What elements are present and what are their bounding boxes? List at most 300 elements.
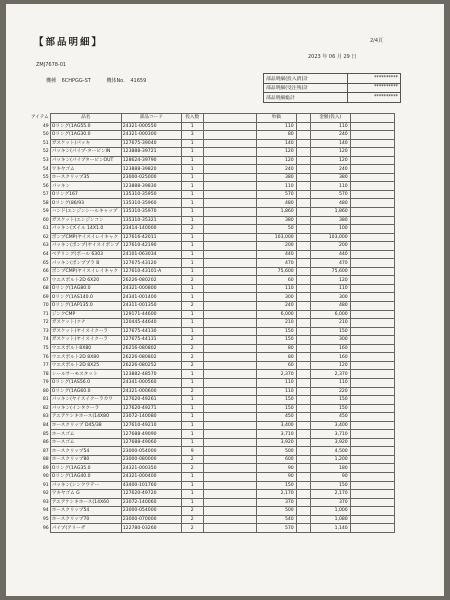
row-item-number: 89 — [42, 465, 49, 471]
row-gap-cell — [296, 225, 310, 234]
column-header-qty: 投入数 — [181, 114, 203, 123]
row-quantity: 2 — [181, 302, 203, 311]
table-row — [30, 250, 394, 259]
row-part-code: 24341-000560 — [121, 378, 181, 387]
row-part-code: 123882-48570 — [121, 370, 181, 379]
row-amount: 120 — [310, 361, 350, 370]
row-blank-right-cell — [350, 156, 394, 165]
row-unit-price: 480 — [256, 199, 296, 208]
row-gap-cell — [296, 131, 310, 140]
row-blank-right-cell — [350, 438, 394, 447]
row-blank-right-cell — [350, 190, 394, 199]
row-quantity: 1 — [181, 208, 203, 217]
row-gap-cell — [296, 208, 310, 217]
row-quantity: 1 — [181, 242, 203, 251]
row-unit-price: 90 — [256, 464, 296, 473]
row-gap-cell — [296, 148, 310, 157]
row-quantity: 1 — [181, 182, 203, 191]
row-blank-right-cell — [350, 327, 394, 336]
row-blank-cell — [203, 233, 256, 242]
row-blank-right-cell — [350, 455, 394, 464]
row-part-name: ワキヤゴム G — [50, 490, 121, 499]
row-quantity: 2 — [181, 344, 203, 353]
row-amount: 3,710 — [310, 430, 350, 439]
table-row — [30, 353, 394, 362]
row-item-number: 77 — [42, 363, 49, 369]
row-quantity: 3 — [181, 131, 203, 140]
row-quantity: 1 — [181, 327, 203, 336]
row-unit-price: 540 — [256, 515, 296, 524]
row-quantity: 1 — [181, 430, 203, 439]
row-blank-right-cell — [350, 430, 394, 439]
row-blank-cell — [203, 515, 256, 524]
row-gap-cell — [296, 430, 310, 439]
table-row — [30, 387, 394, 396]
row-blank-right-cell — [350, 447, 394, 456]
row-amount: 90 — [310, 472, 350, 481]
row-blank-right-cell — [350, 242, 394, 251]
row-unit-price: 110 — [256, 122, 296, 131]
row-blank-cell — [203, 464, 256, 473]
row-item-number: 83 — [42, 414, 49, 420]
table-row — [30, 361, 394, 370]
table-row — [30, 396, 394, 405]
row-quantity: 2 — [181, 455, 203, 464]
table-row — [30, 455, 394, 464]
row-part-code: 128624-39790 — [121, 156, 181, 165]
row-part-name: ホースクリップ54 — [50, 447, 121, 456]
row-part-name: Oリング(1AG55.0 — [50, 122, 121, 131]
row-item-number: 85 — [42, 431, 49, 437]
row-gap-cell — [296, 156, 310, 165]
row-blank-right-cell — [350, 498, 394, 507]
row-part-name: ウエスボルト8X80 — [50, 344, 121, 353]
row-amount: 75,600 — [310, 267, 350, 276]
row-gap-cell — [296, 404, 310, 413]
row-blank-right-cell — [350, 413, 394, 422]
row-blank-right-cell — [350, 421, 394, 430]
row-quantity: 2 — [181, 361, 203, 370]
model-line — [46, 77, 150, 84]
table-row — [30, 242, 394, 251]
row-gap-cell — [296, 472, 310, 481]
row-part-name: パッキン(パイプターピンOUT — [50, 156, 121, 165]
row-part-name: パッキン(ポンプ(ヤイスイポンプ — [51, 243, 120, 249]
row-unit-price: 103,000 — [256, 233, 296, 242]
row-unit-price: 570 — [256, 524, 296, 533]
row-item-number: 75 — [42, 346, 49, 352]
table-row — [30, 344, 394, 353]
row-part-name: Oリング(86/93 — [50, 199, 121, 208]
serial-value: 41659 — [130, 78, 147, 84]
row-blank-cell — [203, 378, 256, 387]
row-part-code: 135310-35960 — [121, 199, 181, 208]
row-part-name: ガスケット(ヤイスイクーラ — [50, 336, 121, 345]
row-blank-cell — [203, 336, 256, 345]
row-part-name: ガスケット(エンジンコン — [50, 216, 121, 225]
row-part-name: パッキン(ヤイスイクーラカワ — [50, 396, 121, 405]
row-blank-cell — [203, 472, 256, 481]
row-item-number: 70 — [42, 303, 49, 309]
row-unit-price: 1,860 — [256, 208, 296, 217]
row-item-number: 51 — [42, 140, 49, 146]
row-part-name: パッキン(ズイル 14X1.0 — [50, 225, 121, 234]
table-row — [30, 267, 394, 276]
row-part-name: Oリング(1AG40.0 — [50, 472, 121, 481]
row-part-code: 24321-000600 — [121, 387, 181, 396]
row-amount: 6,000 — [310, 310, 350, 319]
row-quantity: 1 — [181, 233, 203, 242]
row-blank-cell — [203, 498, 256, 507]
row-part-name: ポンプCMP(ヤイスイレイキャク — [50, 233, 121, 242]
row-blank-cell — [203, 199, 256, 208]
table-row — [30, 122, 394, 131]
summary-table — [263, 73, 401, 103]
row-blank-right-cell — [350, 233, 394, 242]
row-part-name: パイプ(アリーザ — [50, 524, 121, 533]
row-blank-right-cell — [350, 208, 394, 217]
row-item-number: 56 — [42, 183, 49, 189]
row-part-code: 127610-42190 — [121, 242, 181, 251]
row-quantity: 1 — [181, 472, 203, 481]
row-amount: 380 — [310, 173, 350, 182]
summary-row — [264, 74, 401, 84]
row-amount: 100 — [310, 225, 350, 234]
table-row — [30, 148, 394, 157]
row-unit-price: 110 — [256, 387, 296, 396]
row-part-code: 23414-140000 — [121, 225, 181, 234]
row-quantity: 1 — [181, 122, 203, 131]
row-amount: 150 — [310, 396, 350, 405]
row-blank-cell — [203, 353, 256, 362]
row-amount: 120 — [310, 148, 350, 157]
row-blank-cell — [203, 507, 256, 516]
row-gap-cell — [296, 413, 310, 422]
row-item-number: 69 — [42, 294, 49, 300]
row-blank-cell — [203, 455, 256, 464]
row-unit-price: 440 — [256, 250, 296, 259]
row-unit-price: 380 — [256, 173, 296, 182]
row-unit-price: 200 — [256, 242, 296, 251]
row-blank-right-cell — [350, 139, 394, 148]
row-unit-price: 2,170 — [256, 490, 296, 499]
row-part-name: ウエスボルト2D 8X25 — [50, 361, 121, 370]
row-quantity: 1 — [181, 293, 203, 302]
column-header-unit-price: 単価 — [256, 114, 296, 123]
row-amount: 2,170 — [310, 490, 350, 499]
table-row — [30, 447, 394, 456]
row-blank-right-cell — [350, 173, 394, 182]
row-gap-cell — [296, 490, 310, 499]
row-part-name: ポンプCMP(ヤイスイレイキャク — [50, 267, 121, 276]
table-row — [30, 225, 394, 234]
table-row — [30, 421, 394, 430]
table-row — [30, 319, 394, 328]
row-part-name: Oリング(1AG60.0 — [50, 387, 121, 396]
parts-table — [30, 113, 395, 533]
row-blank-cell — [203, 148, 256, 157]
row-part-name: Oリング(1AS140.0 — [50, 293, 121, 302]
table-row — [30, 233, 394, 242]
row-quantity: 1 — [181, 173, 203, 182]
row-blank-cell — [203, 122, 256, 131]
row-quantity: 1 — [181, 165, 203, 174]
table-row — [30, 156, 394, 165]
row-amount: 140 — [310, 139, 350, 148]
row-unit-price: 370 — [256, 498, 296, 507]
row-item-number: 50 — [42, 132, 49, 138]
row-item-number: 54 — [42, 166, 49, 172]
row-blank-right-cell — [350, 396, 394, 405]
row-gap-cell — [296, 464, 310, 473]
row-blank-right-cell — [350, 404, 394, 413]
row-amount: 3,920 — [310, 438, 350, 447]
row-unit-price: 450 — [256, 413, 296, 422]
row-part-code: 24321-000300 — [121, 131, 181, 140]
row-unit-price: 2,370 — [256, 370, 296, 379]
row-blank-right-cell — [350, 310, 394, 319]
row-unit-price: 110 — [256, 284, 296, 293]
row-blank-cell — [203, 250, 256, 259]
row-part-name: ガスケット(パッキ — [50, 139, 121, 148]
row-blank-cell — [203, 370, 256, 379]
row-amount: 4,500 — [310, 447, 350, 456]
row-unit-price: 80 — [256, 131, 296, 140]
row-amount: 1,860 — [310, 208, 350, 217]
row-item-number: 95 — [42, 516, 49, 522]
column-header-name: 品名 — [50, 114, 121, 123]
document-page — [6, 4, 444, 596]
row-amount: 120 — [310, 156, 350, 165]
row-quantity: 2 — [181, 387, 203, 396]
row-part-name: シールサーモスタット — [50, 370, 121, 379]
row-part-code: 24321-000350 — [121, 464, 181, 473]
row-blank-right-cell — [350, 515, 394, 524]
row-blank-cell — [203, 327, 256, 336]
row-blank-cell — [203, 267, 256, 276]
serial-label: 機体No. — [106, 78, 125, 84]
row-gap-cell — [296, 310, 310, 319]
row-part-name: Oリング(1AP135.0 — [50, 302, 121, 311]
row-gap-cell — [296, 498, 310, 507]
row-quantity: 1 — [181, 319, 203, 328]
table-row — [30, 139, 394, 148]
row-part-name: パッキン(インタクーラ — [50, 404, 121, 413]
row-unit-price: 600 — [256, 455, 296, 464]
row-item-number: 84 — [42, 422, 49, 428]
row-blank-cell — [203, 259, 256, 268]
row-item-number: 81 — [42, 397, 49, 403]
row-gap-cell — [296, 515, 310, 524]
row-blank-cell — [203, 344, 256, 353]
document-title: 【部品明細】 — [34, 37, 104, 48]
row-item-number: 52 — [42, 149, 49, 155]
row-item-number: 73 — [42, 328, 49, 334]
row-item-number: 80 — [42, 388, 49, 394]
row-part-code: 24321-000550 — [121, 122, 181, 131]
row-blank-right-cell — [350, 370, 394, 379]
row-gap-cell — [296, 361, 310, 370]
row-blank-right-cell — [350, 481, 394, 490]
row-gap-cell — [296, 524, 310, 533]
row-part-code: 24311-001350 — [121, 302, 181, 311]
row-part-code: 23072-140080 — [121, 413, 181, 422]
row-part-name: ホースクリップ80 — [50, 455, 121, 464]
row-part-code: 127616-42011 — [121, 233, 181, 242]
row-amount: 1,140 — [310, 524, 350, 533]
row-unit-price: 470 — [256, 259, 296, 268]
row-blank-cell — [203, 225, 256, 234]
row-blank-cell — [203, 131, 256, 140]
row-blank-right-cell — [350, 524, 394, 533]
row-quantity: 1 — [181, 250, 203, 259]
row-unit-price: 300 — [256, 293, 296, 302]
row-amount: 110 — [310, 284, 350, 293]
row-part-name: ベアリング(ボール 6303 — [50, 250, 121, 259]
row-blank-cell — [203, 413, 256, 422]
row-part-code: 26216-080802 — [121, 344, 181, 353]
row-unit-price: 60 — [256, 276, 296, 285]
table-header-row — [30, 114, 394, 123]
row-amount: 1,000 — [310, 507, 350, 516]
row-gap-cell — [296, 122, 310, 131]
document-date: 2023 年 06 月 29 日 — [308, 54, 357, 60]
row-unit-price: 150 — [256, 327, 296, 336]
table-row — [30, 472, 394, 481]
column-header-amount: 金額(投入) — [310, 114, 350, 123]
row-amount: 220 — [310, 387, 350, 396]
row-unit-price: 500 — [256, 507, 296, 516]
row-gap-cell — [296, 250, 310, 259]
row-unit-price: 80 — [256, 344, 296, 353]
row-unit-price: 380 — [256, 216, 296, 225]
row-unit-price: 150 — [256, 336, 296, 345]
row-gap-cell — [296, 396, 310, 405]
model-value: 6CHPGG-ST — [61, 78, 91, 84]
row-blank-right-cell — [350, 464, 394, 473]
row-blank-cell — [203, 173, 256, 182]
row-part-code: 24341-001400 — [121, 293, 181, 302]
row-item-number: 58 — [42, 200, 49, 206]
table-row — [30, 378, 394, 387]
row-item-number: 60 — [42, 217, 49, 223]
row-amount: 450 — [310, 413, 350, 422]
row-blank-right-cell — [350, 259, 394, 268]
row-quantity: 1 — [181, 139, 203, 148]
row-gap-cell — [296, 165, 310, 174]
row-item-number: 67 — [42, 277, 49, 283]
row-amount: 440 — [310, 250, 350, 259]
row-blank-right-cell — [350, 131, 394, 140]
row-amount: 240 — [310, 131, 350, 140]
row-blank-cell — [203, 190, 256, 199]
row-part-name: Oリング(1AG35.0 — [50, 464, 121, 473]
row-unit-price: 210 — [256, 319, 296, 328]
row-gap-cell — [296, 199, 310, 208]
table-row — [30, 464, 394, 473]
row-part-code: 123888-39721 — [121, 148, 181, 157]
row-unit-price: 120 — [256, 148, 296, 157]
row-item-number: 96 — [42, 525, 49, 531]
summary-row — [264, 93, 401, 103]
row-gap-cell — [296, 173, 310, 182]
row-part-code: 43400-101760 — [121, 481, 181, 490]
row-quantity: 1 — [181, 148, 203, 157]
row-part-code: 122780-03260 — [121, 524, 181, 533]
row-part-name: ジンクCMP — [50, 310, 121, 319]
table-row — [30, 131, 394, 140]
summary-value: ********** — [348, 93, 401, 103]
row-blank-right-cell — [350, 472, 394, 481]
row-blank-right-cell — [350, 361, 394, 370]
row-quantity: 1 — [181, 378, 203, 387]
row-unit-price: 240 — [256, 302, 296, 311]
row-item-number: 90 — [42, 474, 49, 480]
table-row — [30, 259, 394, 268]
table-row — [30, 284, 394, 293]
row-quantity: 1 — [181, 310, 203, 319]
row-part-code: 127688-49090 — [121, 430, 181, 439]
row-unit-price: 150 — [256, 404, 296, 413]
row-unit-price: 80 — [256, 353, 296, 362]
row-quantity: 2 — [181, 515, 203, 524]
row-item-number: 78 — [42, 371, 49, 377]
row-unit-price: 140 — [256, 139, 296, 148]
row-gap-cell — [296, 344, 310, 353]
row-blank-right-cell — [350, 216, 394, 225]
row-item-number: 82 — [42, 405, 49, 411]
row-amount: 110 — [310, 122, 350, 131]
row-quantity: 1 — [181, 421, 203, 430]
row-blank-right-cell — [350, 387, 394, 396]
row-item-number: 68 — [42, 286, 49, 292]
table-row — [30, 515, 394, 524]
row-gap-cell — [296, 353, 310, 362]
row-part-name: ワキヤゴム — [50, 165, 121, 174]
row-part-code: 23000-070000 — [121, 515, 181, 524]
row-amount: 380 — [310, 216, 350, 225]
row-blank-right-cell — [350, 250, 394, 259]
row-gap-cell — [296, 336, 310, 345]
row-unit-price: 60 — [256, 361, 296, 370]
row-part-code: 127675-44130 — [121, 327, 181, 336]
row-item-number: 66 — [42, 269, 49, 275]
row-unit-price: 150 — [256, 481, 296, 490]
row-blank-cell — [203, 165, 256, 174]
table-row — [30, 481, 394, 490]
table-row — [30, 430, 394, 439]
row-quantity: 1 — [181, 190, 203, 199]
row-part-code: 123888-39830 — [121, 182, 181, 191]
row-quantity: 1 — [181, 481, 203, 490]
row-blank-right-cell — [350, 148, 394, 157]
row-gap-cell — [296, 233, 310, 242]
row-item-number: 65 — [42, 260, 49, 266]
row-gap-cell — [296, 182, 310, 191]
row-blank-cell — [203, 361, 256, 370]
row-blank-right-cell — [350, 165, 394, 174]
row-part-name: ホースクリップ D45/38 — [50, 421, 121, 430]
row-item-number: 93 — [42, 499, 49, 505]
row-part-code: 135310-35970 — [121, 208, 181, 217]
row-quantity: 1 — [181, 498, 203, 507]
row-blank-cell — [203, 396, 256, 405]
row-item-number: 86 — [42, 440, 49, 446]
table-row — [30, 276, 394, 285]
row-gap-cell — [296, 438, 310, 447]
row-item-number: 57 — [42, 192, 49, 198]
row-gap-cell — [296, 139, 310, 148]
